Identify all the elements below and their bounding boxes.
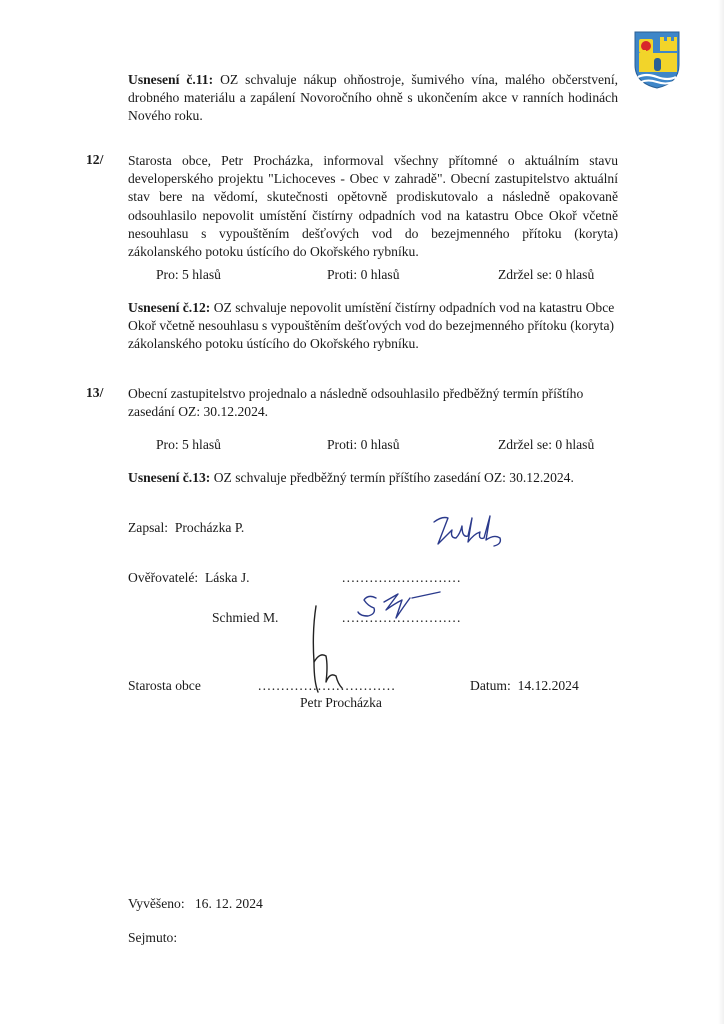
overovatel-1-line bbox=[128, 570, 250, 586]
item-12-number: 12/ bbox=[86, 152, 104, 167]
overovatel-1-name: Láska J. bbox=[205, 570, 250, 585]
starosta-name: Petr Procházka bbox=[300, 695, 382, 710]
zapsal-label: Zapsal: bbox=[128, 520, 169, 535]
zapsal-line bbox=[128, 520, 244, 536]
vote-proti: Proti: 0 hlasů bbox=[327, 267, 400, 282]
sejmuto-label: Sejmuto: bbox=[128, 930, 178, 945]
zapsal-name: Procházka P. bbox=[174, 520, 245, 535]
overovatel-2-name: Schmied M. bbox=[212, 610, 279, 625]
datum-line bbox=[470, 678, 579, 694]
coat-of-arms-icon bbox=[634, 31, 680, 89]
overovatel-2-signature-icon bbox=[346, 588, 446, 628]
item-12-vote bbox=[0, 267, 724, 287]
vyveseno-value: 16. 12. 2024 bbox=[194, 896, 263, 911]
resolution-11-label: Usnesení č.11: bbox=[128, 72, 214, 87]
vote-pro: Pro: 5 hlasů bbox=[156, 437, 221, 452]
resolution-12-text: OZ schvaluje nepovolit umístění čistírny odpadních vod na katastru Obce Okoř včetně nesouhlasu s vypouštěním dešťových vod do bezejmenného přítoku (koryta) zákolanského potoku ústícího do Okořského rybníku. bbox=[128, 300, 615, 352]
starosta-dots: .............................. bbox=[258, 678, 396, 693]
vote-proti: Proti: 0 hlasů bbox=[327, 437, 400, 452]
vote-zdrzel: Zdržel se: 0 hlasů bbox=[498, 267, 595, 282]
item-13-vote bbox=[0, 437, 724, 457]
vote-zdrzel: Zdržel se: 0 hlasů bbox=[498, 437, 595, 452]
page-edge-shadow bbox=[718, 0, 724, 1024]
vyveseno-label: Vyvěšeno: bbox=[128, 896, 185, 911]
resolution-11 bbox=[128, 71, 618, 126]
item-13-text: Obecní zastupitelstvo projednalo a následně odsouhlasilo předběžný termín příštího zasedání OZ: 30.12.2024. bbox=[128, 386, 584, 420]
resolution-12-label: Usnesení č.12: bbox=[128, 300, 211, 315]
datum-value: 14.12.2024 bbox=[517, 678, 579, 693]
resolution-13-text: OZ schvaluje předběžný termín příštího zasedání OZ: 30.12.2024. bbox=[210, 470, 574, 485]
resolution-11-text: OZ schvaluje nákup ohňostroje, šumivého vína, malého občerstvení, drobného materiálu a zapálení Novoročního ohně s ukončením akce v ranních hodinách Nového roku. bbox=[128, 72, 618, 124]
overovatele-label: Ověřovatelé: bbox=[128, 570, 199, 585]
resolution-13 bbox=[128, 469, 618, 487]
vote-pro: Pro: 5 hlasů bbox=[156, 267, 221, 282]
overovatel-1-dots: .......................... bbox=[342, 570, 462, 585]
resolution-12 bbox=[128, 299, 618, 354]
resolution-13-label: Usnesení č.13: bbox=[128, 470, 211, 485]
overovatel-2-dots: .......................... bbox=[342, 610, 462, 625]
datum-label: Datum: bbox=[470, 678, 511, 693]
item-12-text: Starosta obce, Petr Procházka, informoval všechny přítomné o aktuálním stavu developerského projektu "Lichoceves - Obec v zahradě". Obecní zastupitelstvo aktuální stav bere na vědomí, skutečnosti opětovně prodiskutovalo a následně opakovaně odsouhlasilo nepovolit umístění čistírny odpadních vod na katastru Obce Okoř včetně nesouhlasu s vypouštěním dešťových vod do bezejmenného přítoku (koryta) zákolanského potoku ústícího do Okořského rybníku. bbox=[128, 153, 618, 260]
zapsal-signature-icon bbox=[428, 508, 512, 552]
item-13-number: 13/ bbox=[86, 385, 104, 400]
starosta-label: Starosta obce bbox=[128, 678, 201, 693]
vyveseno-line bbox=[128, 896, 263, 912]
starosta-signature-icon bbox=[300, 602, 360, 698]
